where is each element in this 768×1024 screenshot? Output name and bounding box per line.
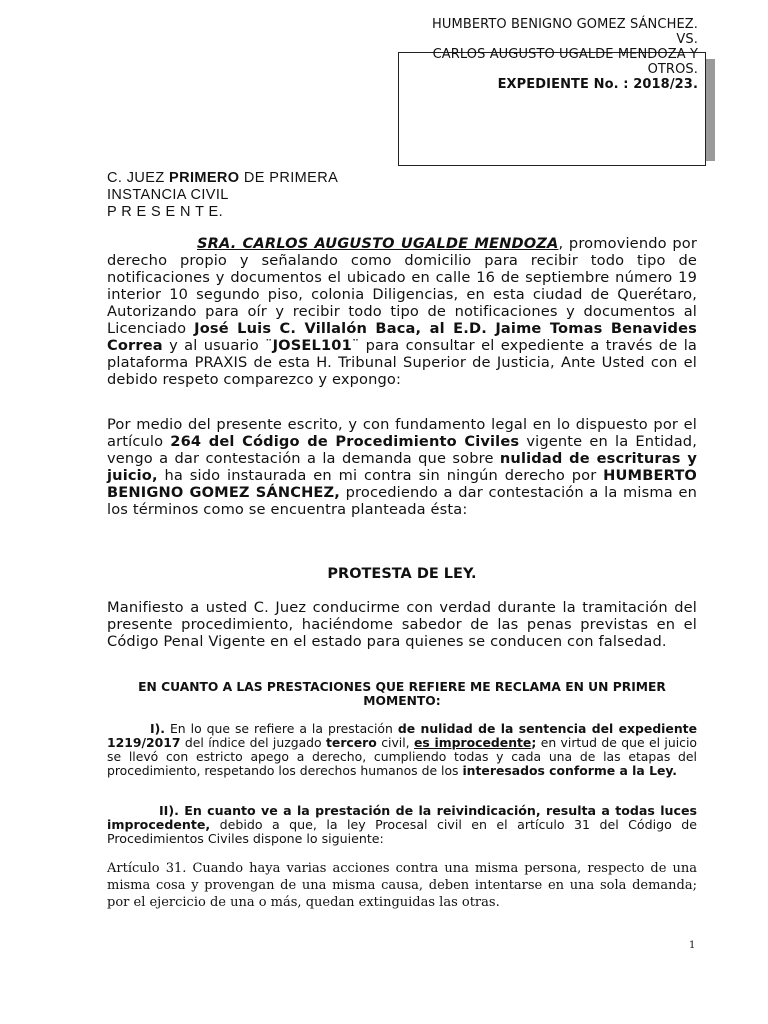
authorized-persons: José Luis C. Villalón Baca, al E.D. Jaime Tomas Benavides Correa <box>107 320 697 354</box>
praxis-user: JOSEL101 <box>272 337 352 354</box>
prestacion-2-paragraph: II). En cuanto ve a la prestación de la reivindicación, resulta a todas luces improcedente, debido a que, la ley Procesal civil en el artículo 31 del Código de Procedimientos Civiles dispone lo siguiente: <box>107 803 697 846</box>
intro-paragraph: SRA. CARLOS AUGUSTO UGALDE MENDOZA, promoviendo por derecho propio y señalando como domicilio para recibir todo tipo de notificaciones y documentos el ubicado en calle 16 de septiembre número 19 interior 10 segundo piso, colonia Diligencias, en esta ciudad de Querétaro, Autorizando para oír y recibir todo tipo de notificaciones y documentos al Licenciado José Luis C. Villalón Baca, al E.D. Jaime Tomas Benavides Correa y al usuario ¨JOSEL101¨ para consultar el expediente a través de la plataforma PRAXIS de esta H. Tribunal Superior de Justicia, Ante Usted con el debido respeto comparezco y expongo: <box>107 235 698 388</box>
promovente-name: SRA. CARLOS AUGUSTO UGALDE MENDOZA <box>197 235 559 252</box>
protesta-paragraph: Manifiesto a usted C. Juez conducirme con verdad durante la tramitación del presente procedimiento, haciéndome sabedor de las penas previstas en el Código Penal Vigente en el estado para quienes se conducen con falsedad. <box>107 599 697 650</box>
page-number: 1 <box>689 940 696 951</box>
expediente-number: EXPEDIENTE No. : 2018/23. <box>497 77 698 92</box>
defendant-name: CARLOS AUGUSTO UGALDE MENDOZA Y <box>432 47 698 62</box>
protesta-title: PROTESTA DE LEY. <box>327 566 477 582</box>
prestaciones-title: EN CUANTO A LAS PRESTACIONES QUE REFIERE ME RECLAMA EN UN PRIMER MOMENTO: <box>138 680 666 708</box>
plaintiff-name: HUMBERTO BENIGNO GOMEZ SÁNCHEZ. <box>432 17 698 32</box>
article-31-quote: Artículo 31. Cuando haya varias acciones contra una misma persona, respecto de una misma cosa y provengan de una misma causa, deben intentarse en una sola demanda; por el ejercicio de una o más, quedan extinguidas las otras. <box>107 861 697 910</box>
case-header <box>368 17 698 92</box>
versus: VS. <box>676 32 698 47</box>
fundamento-paragraph: Por medio del presente escrito, y con fundamento legal en lo dispuesto por el artículo 264 del Código de Procedimiento Civiles vigente en la Entidad, vengo a dar contestación a la demanda que sobre nulidad de escrituras y juicio, ha sido instaurada en mi contra sin ningún derecho por HUMBERTO BENIGNO GOMEZ SÁNCHEZ, procediendo a dar contestación a la misma en los términos como se encuentra planteada ésta: <box>107 416 697 518</box>
addressee-line-1: C. JUEZ PRIMERO DE PRIMERA <box>107 170 339 186</box>
addressee-line-2: INSTANCIA CIVIL <box>107 187 229 203</box>
addressee <box>107 170 338 221</box>
prestacion-1-paragraph: I). En lo que se refiere a la prestación de nulidad de la sentencia del expediente 1219/2017 del índice del juzgado tercero civil, es improcedente; en virtud de que el juicio se llevó con estricto apego a derecho, cumpliendo todas y cada una de las etapas del procedimiento, respetando los derechos humanos de los interesados conforme a la Ley. <box>107 721 697 778</box>
defendant-others: OTROS. <box>647 62 698 77</box>
prestacion-1-number: I). <box>150 721 165 736</box>
addressee-line-3: P R E S E N T E. <box>107 204 223 220</box>
